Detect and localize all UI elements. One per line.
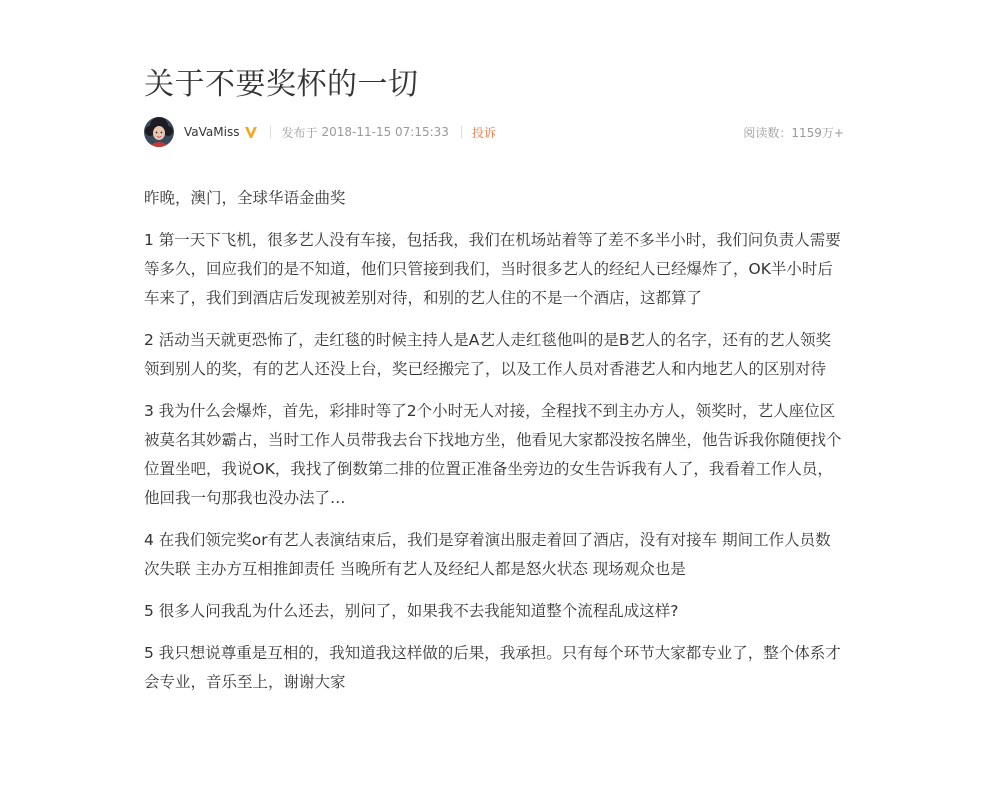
author-name[interactable]: VaVaMiss <box>184 125 240 139</box>
author-avatar[interactable] <box>144 117 174 147</box>
report-link[interactable]: 投诉 <box>471 125 496 140</box>
article-content <box>144 184 844 710</box>
read-count: 阅读数：1159万+ <box>743 125 844 140</box>
paragraph: 5 很多人问我乱为什么还去，别问了，如果我不去我能知道整个流程乱成这样? <box>144 602 679 620</box>
paragraph: 4 在我们领完奖or有艺人表演结束后，我们是穿着演出服走着回了酒店，没有对接车 期间工作人员数次失联 主办方互相推卸责任 当晚所有艺人及经纪人都是怒火状态 现场观众也是 <box>144 531 831 578</box>
published-date: 2018-11-15 07:15:33 <box>321 125 449 139</box>
article-meta <box>144 117 844 147</box>
avatar-photo-icon <box>144 117 174 147</box>
paragraph: 昨晚，澳门，全球华语金曲奖 <box>144 189 346 207</box>
meta-divider <box>270 126 271 138</box>
verified-v-icon <box>244 125 258 139</box>
article-title: 关于不要奖杯的一切 <box>144 67 419 102</box>
paragraph: 2 活动当天就更恐怖了，走红毯的时候主持人是A艺人走红毯他叫的是B艺人的名字，还有的艺人领奖领到别人的奖，有的艺人还没上台，奖已经搬完了，以及工作人员对香港艺人和内地艺人的区别对待 <box>144 331 832 378</box>
paragraph: 3 我为什么会爆炸，首先，彩排时等了2个小时无人对接，全程找不到主办方人，领奖时，艺人座位区被莫名其妙霸占，当时工作人员带我去台下找地方坐，他看见大家都没按名牌坐，他告诉我你随便找个位置坐吧，我说OK，我找了倒数第二排的位置正准备坐旁边的女生告诉我有人了，我看着工作人员，他回我一句那我也没办法了… <box>144 402 842 507</box>
paragraph: 1 第一天下飞机，很多艺人没有车接，包括我，我们在机场站着等了差不多半小时，我们问负责人需要等多久，回应我们的是不知道，他们只管接到我们，当时很多艺人的经纪人已经爆炸了，OK半小时后车来了，我们到酒店后发现被差别对待，和别的艺人住的不是一个酒店，这都算了 <box>144 231 841 307</box>
paragraph: 5 我只想说尊重是互相的，我知道我这样做的后果，我承担。只有每个环节大家都专业了，整个体系才会专业，音乐至上，谢谢大家 <box>144 644 841 691</box>
published-label: 发布于 <box>281 125 318 140</box>
meta-divider <box>461 126 462 138</box>
